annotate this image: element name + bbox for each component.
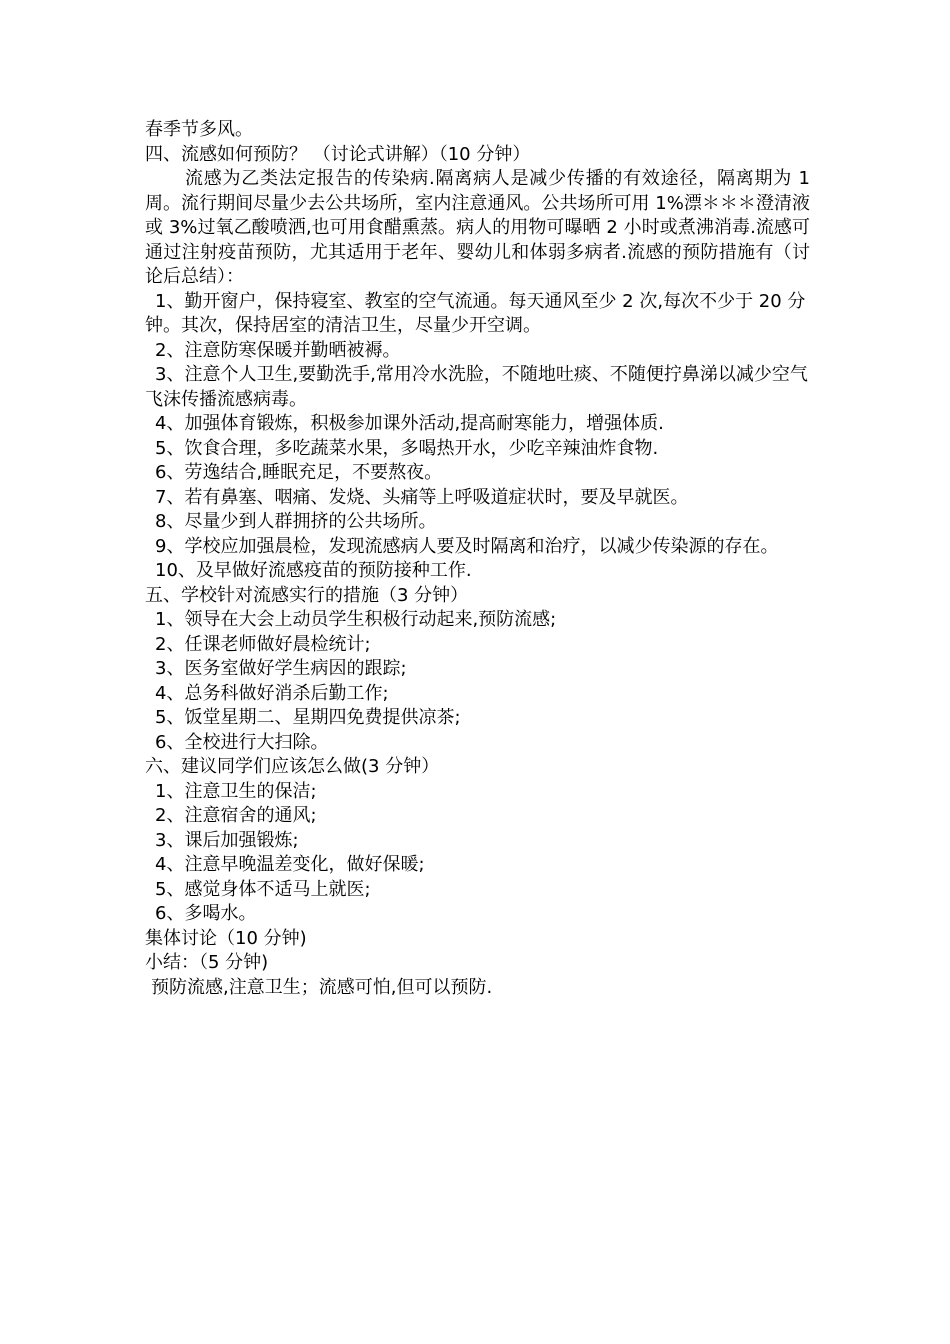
measure-item-6: 6、劳逸结合,睡眠充足，不要熬夜。 bbox=[155, 462, 443, 483]
measure-item-8: 8、尽量少到人群拥挤的公共场所。 bbox=[155, 511, 437, 532]
summary-heading: 小结：（5 分钟) bbox=[145, 952, 269, 973]
school-item-5: 5、饭堂星期二、星期四免费提供凉茶; bbox=[155, 707, 461, 728]
measure-item-4: 4、加强体育锻炼，积极参加课外活动,提高耐寒能力，增强体质. bbox=[155, 413, 664, 434]
advice-item-2: 2、注意宿舍的通风; bbox=[155, 805, 317, 826]
school-item-3: 3、医务室做好学生病因的跟踪; bbox=[155, 658, 407, 679]
advice-item-6: 6、多喝水。 bbox=[155, 903, 257, 924]
school-item-1: 1、领导在大会上动员学生积极行动起来,预防流感; bbox=[155, 609, 557, 630]
measure-item-3: 3、注意个人卫生,要勤洗手,常用冷水洗脸，不随地吐痰、不随便拧鼻涕以减少空气飞沫传播流感病毒。 bbox=[145, 364, 808, 410]
group-discussion: 集体讨论（10 分钟) bbox=[145, 927, 307, 949]
advice-item-3: 3、课后加强锻炼; bbox=[155, 829, 299, 851]
section-heading-4: 四、流感如何预防？ （讨论式讲解）（10 分钟） bbox=[145, 143, 531, 165]
school-item-4: 4、总务科做好消杀后勤工作; bbox=[155, 682, 389, 704]
measure-item-5: 5、饮食合理，多吃蔬菜水果，多喝热开水，少吃辛辣油炸食物. bbox=[155, 437, 659, 459]
school-item-2: 2、任课老师做好晨检统计; bbox=[155, 633, 371, 655]
advice-item-4: 4、注意早晚温差变化，做好保暖; bbox=[155, 854, 425, 875]
measure-item-10: 10、及早做好流感疫苗的预防接种工作. bbox=[155, 560, 472, 581]
section-heading-5: 五、学校针对流感实行的措施（3 分钟） bbox=[145, 584, 469, 606]
prevention-paragraph: 流感为乙类法定报告的传染病.隔离病人是减少传播的有效途径，隔离期为 1 周。流行期间尽量少去公共场所，室内注意通风。公共场所可用 1%漂＊＊＊澄清液或 3%过氧乙酸喷洒,也可用食醋熏蒸。病人的用物可曝晒 2 小时或煮沸消毒.流感可通过注射疫苗预防，尤其适用于老年、婴幼儿和体弱多病者.流感的预防措施有（讨论后总结）： bbox=[145, 168, 810, 287]
measure-item-2: 2、注意防寒保暖并勤晒被褥。 bbox=[155, 339, 401, 361]
advice-item-1: 1、注意卫生的保洁; bbox=[155, 780, 317, 802]
section-heading-6: 六、建议同学们应该怎么做(3 分钟） bbox=[145, 756, 440, 777]
summary-text: 预防流感,注意卫生；流感可怕,但可以预防. bbox=[151, 976, 493, 998]
measure-item-1: 1、勤开窗户，保持寝室、教室的空气流通。每天通风至少 2 次,每次不少于 20 分钟。其次，保持居室的清洁卫生，尽量少开空调。 bbox=[145, 290, 806, 336]
school-item-6: 6、全校进行大扫除。 bbox=[155, 731, 329, 753]
advice-item-5: 5、感觉身体不适马上就医; bbox=[155, 878, 371, 900]
text-line: 春季节多风。 bbox=[145, 119, 253, 140]
measure-item-7: 7、若有鼻塞、咽痛、发烧、头痛等上呼吸道症状时，要及早就医。 bbox=[155, 486, 689, 508]
measure-item-9: 9、学校应加强晨检，发现流感病人要及时隔离和治疗，以减少传染源的存在。 bbox=[155, 535, 779, 557]
document-body bbox=[145, 118, 810, 1000]
